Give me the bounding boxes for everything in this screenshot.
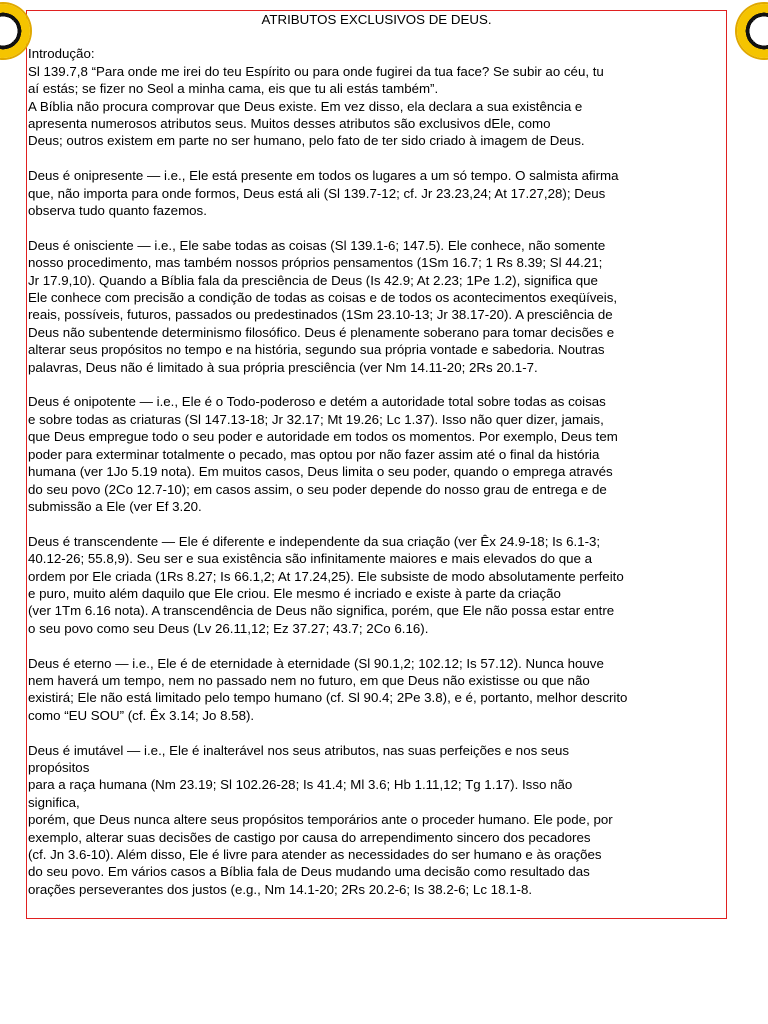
document-body [28, 11, 725, 916]
paragraph-onipresente: Deus é onipresente — i.e., Ele está presente em todos os lugares a um só tempo. O salmista afirma que, não importa para onde formos, Deus está ali (Sl 139.7-12; cf. Jr 23.23,24; At 17.27,28); Deus observa tudo quanto fazemos. [28, 168, 619, 219]
paragraph-transcendente: Deus é transcendente — Ele é diferente e independente da sua criação (ver Êx 24.9-18; Is 6.1-3; 40.12-26; 55.8,9). Seu ser e sua existência são infinitamente maiores e mais elevados do que a ordem por Ele criada (1Rs 8.27; Is 66.1,2; At 17.24,25). Ele subsiste de modo absolutamente perfeito e puro, muito além daquilo que Ele criou. Ele mesmo é incriado e existe à parte da criação (ver 1Tm 6.16 nota). A transcendência de Deus não significa, porém, que Ele não possa estar entre o seu povo como seu Deus (Lv 26.11,12; Ez 37.27; 43.7; 2Co 6.16). [28, 533, 624, 636]
watermark-seal-right-icon [737, 4, 768, 58]
paragraph-onisciente: Deus é onisciente — i.e., Ele sabe todas as coisas (Sl 139.1-6; 147.5). Ele conhece, não somente nosso procedimento, mas também nossos próprios pensamentos (1Sm 16.7; 1 Rs 8.39; Sl 44.21; Jr 17.9,10). Quando a Bíblia fala da presciência de Deus (Is 42.9; At 2.23; 1Pe 1.2), significa que Ele conhece com precisão a condição de todas as coisas e de todos os acontecimentos exeqüíveis, reais, possíveis, futuros, passados ou predestinados (1Sm 23.10-13; Jr 38.17-20). A presciência de Deus não subentende determinismo filosófico. Deus é plenamente soberano para tomar decisões e alterar seus propósitos no tempo e na história, segundo sua própria vontade e sabedoria. Noutras palavras, Deus não é limitado à sua própria presciência (ver Nm 14.11-20; 2Rs 20.1-7. [28, 237, 618, 375]
paragraph-introducao: Introdução: Sl 139.7,8 “Para onde me irei do teu Espírito ou para onde fugirei da tua face? Se subir ao céu, tu aí estás; se fizer no Seol a minha cama, eis que tu ali estás também”. A Bíblia não procura comprovar que Deus existe. Em vez disso, ela declara a sua existência e apresenta numerosos atributos seus. Muitos desses atributos são exclusivos dEle, como Deus; outros existem em parte no ser humano, pelo fato de ter sido criado à imagem de Deus. [28, 46, 604, 149]
paragraph-onipotente: Deus é onipotente — i.e., Ele é o Todo-poderoso e detém a autoridade total sobre todas as coisas e sobre todas as criaturas (Sl 147.13-18; Jr 32.17; Mt 19.26; Lc 1.37). Isso não quer dizer, jamais, que Deus empregue todo o seu poder e autoridade em todos os momentos. Por exemplo, Deus tem poder para exterminar totalmente o pecado, mas optou por não fazer assim até o final da história humana (ver 1Jo 5.19 nota). Em muitos casos, Deus limita o seu poder, quando o emprega através do seu povo (2Co 12.7-10); em casos assim, o seu poder depende do nosso grau de entrega e de submissão a Ele (ver Ef 3.20. [28, 394, 618, 514]
document-title: ATRIBUTOS EXCLUSIVOS DE DEUS. [261, 12, 492, 27]
paragraph-eterno: Deus é eterno — i.e., Ele é de eternidade à eternidade (Sl 90.1,2; 102.12; Is 57.12). Nunca houve nem haverá um tempo, nem no passado nem no futuro, em que Deus não existisse ou que não existirá; Ele não está limitado pelo tempo humano (cf. Sl 90.4; 2Pe 3.8), e é, portanto, melhor descrito como “EU SOU” (cf. Êx 3.14; Jo 8.58). [28, 655, 628, 723]
paragraph-imutavel: Deus é imutável — i.e., Ele é inalterável nos seus atributos, nas suas perfeições e nos seus propósitos para a raça humana (Nm 23.19; Sl 102.26-28; Is 41.4; Ml 3.6; Hb 1.11,12; Tg 1.17). Isso não significa, porém, que Deus nunca altere seus propósitos temporários ante o proceder humano. Ele pode, por exemplo, alterar suas decisões de castigo por causa do arrependimento sincero dos pecadores (cf. Jn 3.6-10). Além disso, Ele é livre para atender as necessidades do ser humano e às orações do seu povo. Em vários casos a Bíblia fala de Deus mudando uma decisão como resultado das orações perseverantes dos justos (e.g., Nm 14.1-20; 2Rs 20.2-6; Is 38.2-6; Lc 18.1-8. [28, 742, 613, 897]
